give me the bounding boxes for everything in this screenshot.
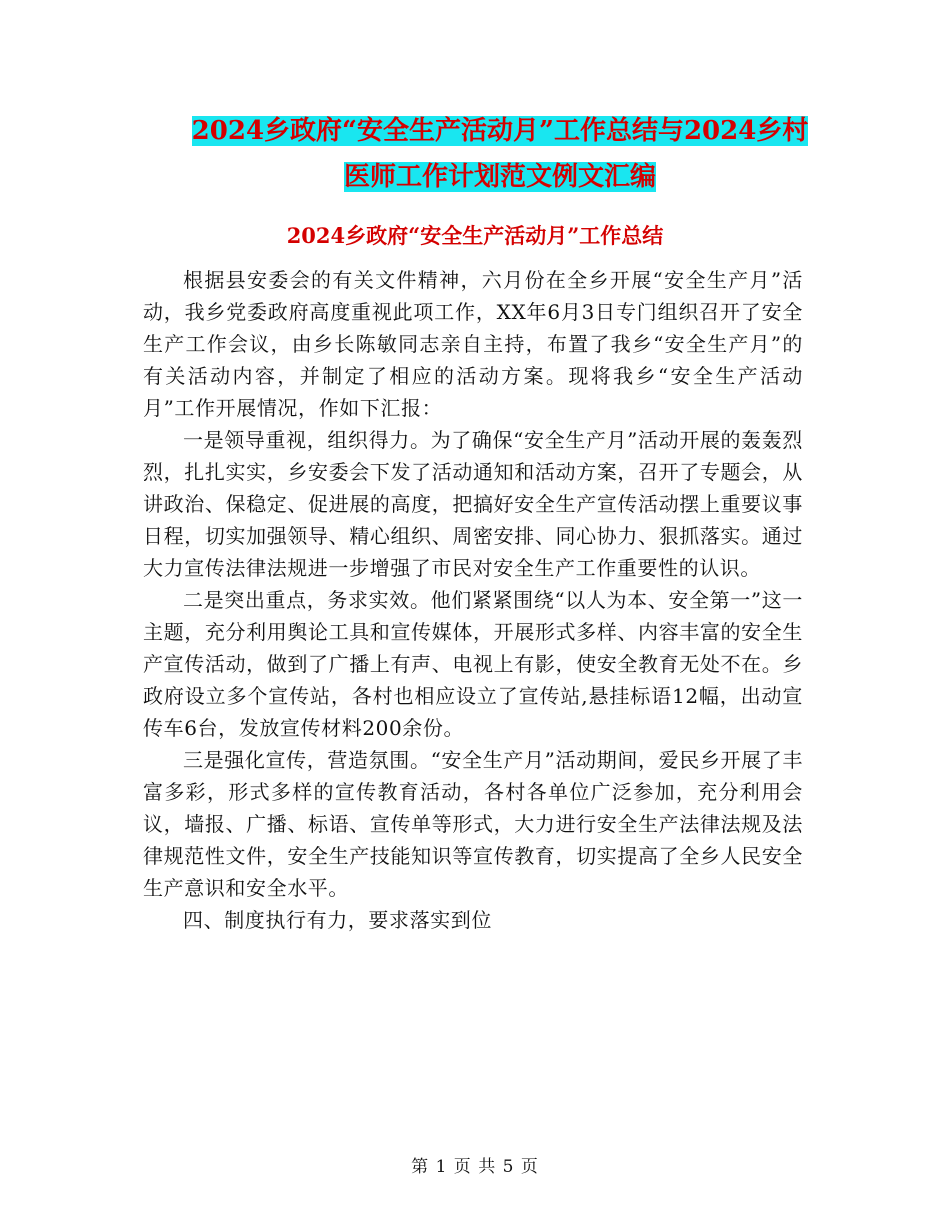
paragraph-1: 一是领导重视，组织得力。为了确保“安全生产月”活动开展的轰轰烈烈，扎扎实实，乡安委会下发了活动通知和活动方案，召开了专题会，从讲政治、保稳定、促进展的高度，把搞好安全生产宣传活动摆上重要议事日程，切实加强领导、精心组织、周密安排、同心协力、狠抓落实。通过大力宣传法律法规进一步增强了市民对安全生产工作重要性的认识。 [143,428,803,580]
document-title-line2: 医师工作计划范文例文汇编 [343,162,656,192]
paragraph-3: 三是强化宣传，营造氛围。“安全生产月”活动期间，爱民乡开展了丰富多彩，形式多样的宣传教育活动，各村各单位广泛参加，充分利用会议，墙报、广播、标语、宣传单等形式，大力进行安全生产法律法规及法律规范性文件，安全生产技能知识等宣传教育，切实提高了全乡人民安全生产意识和安全水平。 [143,748,803,900]
page-number-footer: 第 1 页 共 5 页 [411,1157,539,1177]
paragraph-intro: 根据县安委会的有关文件精神，六月份在全乡开展“安全生产月”活动，我乡党委政府高度重视此项工作，XX年6月3日专门组织召开了安全生产工作会议，由乡长陈敏同志亲自主持，布置了我乡“安全生产月”的有关活动内容，并制定了相应的活动方案。现将我乡“安全生产活动月”工作开展情况，作如下汇报： [143,268,803,420]
document-title-line1: 2024乡政府“安全生产活动月”工作总结与2024乡村 [191,116,809,146]
document-body [143,264,803,936]
document-title [140,108,860,200]
paragraph-2: 二是突出重点，务求实效。他们紧紧围绕“以人为本、安全第一”这一主题，充分利用舆论工具和宣传媒体，开展形式多样、内容丰富的安全生产宣传活动，做到了广播上有声、电视上有影，使安全教育无处不在。乡政府设立多个宣传站，各村也相应设立了宣传站,悬挂标语12幅，出动宣传车6台，发放宣传材料200余份。 [143,588,803,740]
section-title: 2024乡政府“安全生产活动月”工作总结 [286,223,664,248]
paragraph-4: 四、制度执行有力，要求落实到位 [183,908,492,932]
